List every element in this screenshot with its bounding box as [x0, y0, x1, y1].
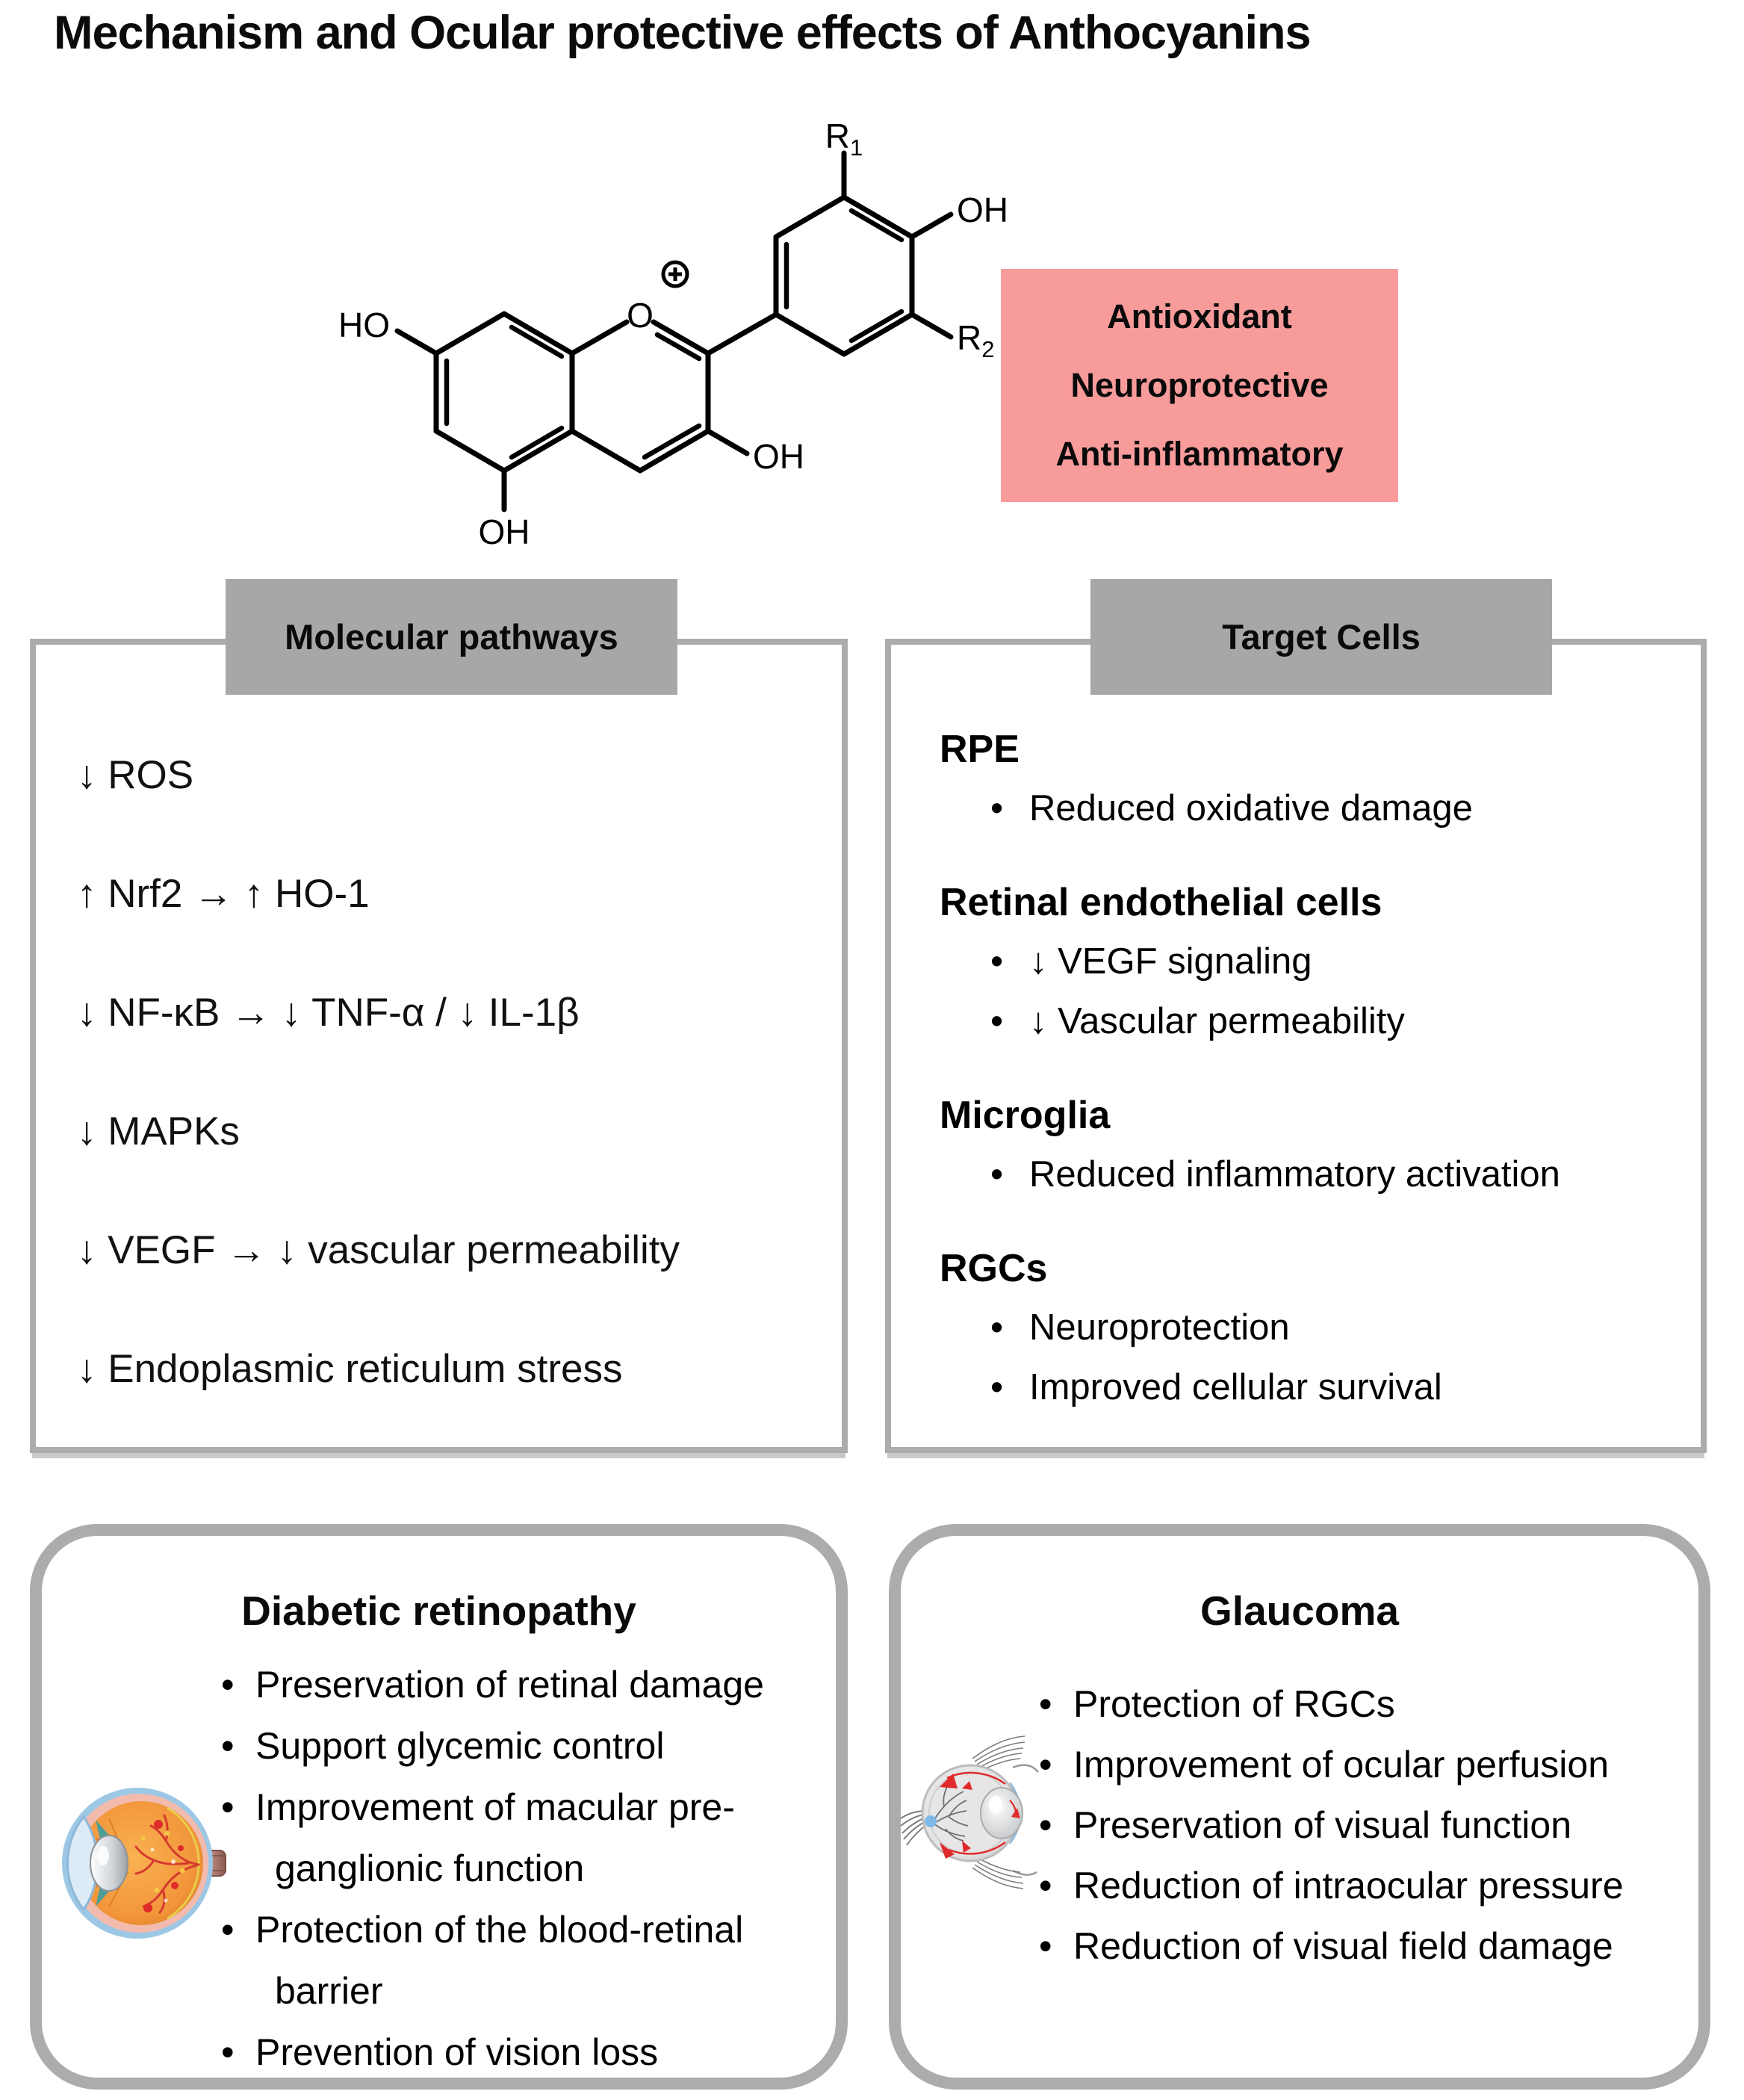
cell-group-microglia — [940, 1093, 1682, 1204]
atom-label-o-plus: O — [627, 296, 654, 335]
glaucoma-eye-illustration — [901, 1729, 1046, 1898]
cell-bullet: • Reduced oxidative damage — [940, 779, 1682, 838]
molecular-pathways-panel — [30, 639, 848, 1453]
glaucoma-bullet: • Reduction of visual field damage — [1039, 1916, 1687, 1977]
pathways-list — [77, 716, 831, 1428]
cell-bullet: • ↓ VEGF signaling — [940, 932, 1682, 991]
page-title: Mechanism and Ocular protective effects of Anthocyanins — [54, 7, 1311, 59]
molecule-bonds — [397, 153, 951, 509]
molecular-pathways-header — [226, 579, 677, 695]
glaucoma-title: Glaucoma — [1200, 1588, 1399, 1634]
cell-group-name: RPE — [940, 728, 1020, 771]
effect-line: Anti-inflammatory — [1055, 435, 1344, 473]
molecular-pathways-header-label: Molecular pathways — [285, 617, 618, 657]
cell-group-name: Microglia — [940, 1093, 1111, 1137]
dr-bullet: • Preservation of retinal damage — [221, 1654, 817, 1715]
pathway-item: ↓ MAPKs — [77, 1109, 240, 1153]
glaucoma-box — [889, 1524, 1710, 2090]
dr-bullet: • Prevention of vision loss — [221, 2022, 817, 2083]
plus-charge-icon — [663, 262, 687, 286]
cell-group-name: Retinal endothelial cells — [940, 881, 1383, 925]
substituent-label-r2: $R_2$ — [957, 318, 995, 362]
pathway-item: ↓ ROS — [77, 753, 194, 797]
substituent-label-oh-4prime: OH — [957, 191, 1008, 229]
cell-bullet: • Improved cellular survival — [940, 1358, 1682, 1417]
effect-line: Neuroprotective — [1070, 366, 1329, 404]
pathway-item: ↓ VEGF → ↓ vascular permeability — [77, 1228, 680, 1272]
substituent-label-ho-7: HO — [338, 306, 390, 344]
pathway-item: ↓ Endoplasmic reticulum stress — [77, 1347, 623, 1391]
target-cells-header — [1090, 579, 1552, 695]
glaucoma-bullet: • Reduction of intraocular pressure — [1039, 1856, 1687, 1916]
target-cells-list — [940, 727, 1682, 1417]
diabetic-retinopathy-eye-illustration — [55, 1781, 229, 1947]
cell-group-rgcs — [940, 1246, 1682, 1417]
pathway-item: ↓ NF-κB → ↓ TNF-α / ↓ IL-1β — [77, 991, 580, 1035]
target-cells-panel — [885, 639, 1707, 1453]
cell-group-name: RGCs — [940, 1247, 1048, 1291]
diabetic-retinopathy-box — [30, 1524, 848, 2090]
glaucoma-bullet: • Protection of RGCs — [1039, 1674, 1687, 1735]
dr-bullet: • Improvement of macular pre-ganglionic function — [221, 1777, 817, 1899]
cell-group-rpe — [940, 727, 1682, 838]
dr-bullet: • Support glycemic control — [221, 1715, 817, 1777]
effects-box — [1001, 269, 1398, 502]
substituent-label-oh-3: OH — [753, 437, 804, 476]
dr-bullet: • Protection of the blood-retinal barrier — [221, 1899, 817, 2022]
cell-bullet: • Reduced inflammatory activation — [940, 1145, 1682, 1204]
target-cells-header-label: Target Cells — [1222, 617, 1421, 657]
substituent-label-r1: $R_1$ — [825, 117, 863, 161]
effect-line: Antioxidant — [1107, 297, 1292, 335]
cell-group-retinal-endothelial — [940, 880, 1682, 1051]
substituent-label-oh-5: OH — [478, 512, 530, 551]
glaucoma-bullet: • Improvement of ocular perfusion — [1039, 1735, 1687, 1795]
glaucoma-bullet: • Preservation of visual function — [1039, 1795, 1687, 1856]
pathway-item: ↑ Nrf2 → ↑ HO-1 — [77, 872, 370, 916]
diabetic-retinopathy-list — [221, 1654, 817, 2083]
cell-bullet: • Neuroprotection — [940, 1298, 1682, 1357]
cell-bullet: • ↓ Vascular permeability — [940, 992, 1682, 1051]
anthocyanin-structure-diagram — [284, 112, 1008, 553]
diabetic-retinopathy-title: Diabetic retinopathy — [241, 1588, 636, 1634]
glaucoma-list — [1039, 1674, 1687, 1977]
